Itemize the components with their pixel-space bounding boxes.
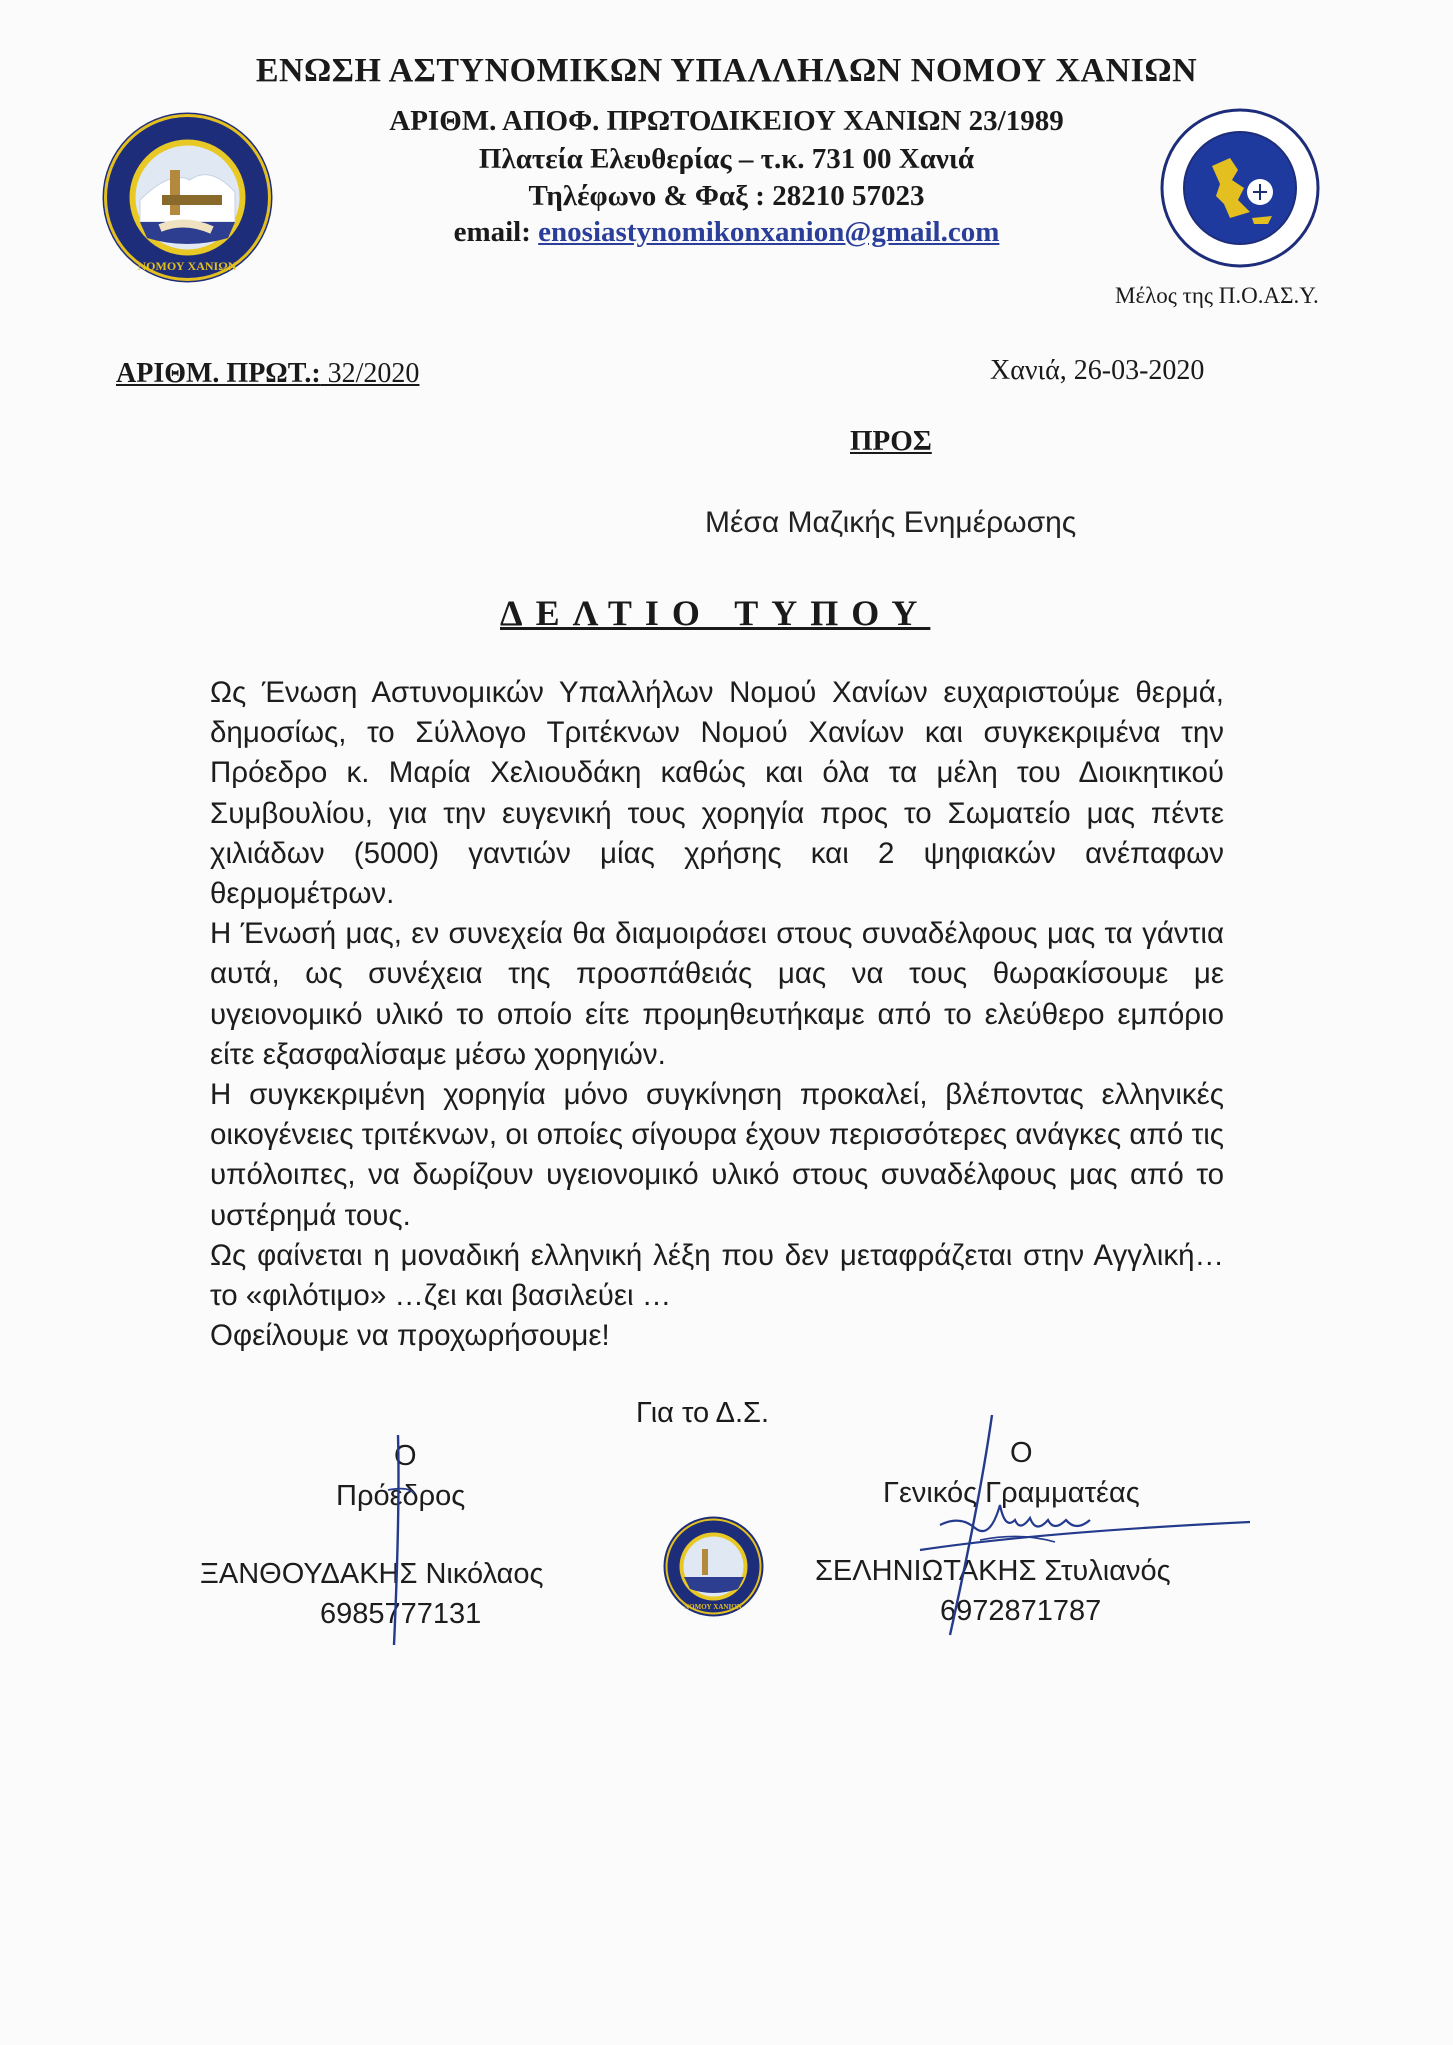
email-link[interactable]: enosiastynomikonxanion@gmail.com [538, 216, 1000, 248]
recipient-label: ΠΡΟΣ [850, 425, 932, 457]
union-stamp [662, 1515, 765, 1618]
secretary-signature [880, 1410, 1260, 1640]
organization-name: ΕΝΩΣΗ ΑΣΤΥΝΟΜΙΚΩΝ ΥΠΑΛΛΗΛΩΝ ΝΟΜΟΥ ΧΑΝΙΩΝ [255, 52, 1198, 89]
phone-line: Τηλέφωνο & Φαξ : 28210 57023 [528, 180, 925, 212]
protocol-number: ΑΡΙΘΜ. ΠΡΩΤ.: 32/2020 [116, 358, 420, 389]
paragraph: Ως Ένωση Αστυνομικών Υπαλλήλων Νομού Χανίων ευχαριστούμε θερμά, δημοσίως, το Σύλλογο Τριτέκνων Νομού Χανίων και συγκεκριμένα την Πρόεδρο κ. Μαρία Χελιουδάκη καθώς και όλα τα μέλη του Διοικητικού Συμβουλίου, για την ευγενική τους χορηγία προς το Σωματείο μας πέντε χιλιάδων (5000) γαντιών μίας χρήσης και 2 ψηφιακών ανέπαφων θερμομέτρων. [210, 676, 1224, 911]
president-signature [370, 1430, 440, 1650]
paragraph: Η συγκεκριμένη χορηγία μόνο συγκίνηση προκαλεί, βλέποντας ελληνικές οικογένειες τριτέκνων, οι οποίες σίγουρα έχουν περισσότερες ανάγκες από τις υπόλοιπες, να δωρίζουν υγειονομικό υλικό στους συναδέλφους μας από το υστέρημά τους. [210, 1078, 1224, 1232]
document-date: Χανιά, 26-03-2020 [990, 355, 1205, 386]
court-decision-line: ΑΡΙΘΜ. ΑΠΟΦ. ΠΡΩΤΟΔΙΚΕΙΟΥ ΧΑΝΙΩΝ 23/1989 [389, 105, 1064, 137]
secretary-name: ΣΕΛΗΝΙΩΤΑΚΗΣ Στυλιανός [815, 1555, 1171, 1587]
paragraph: Η Ένωσή μας, εν συνεχεία θα διαμοιράσει στους συναδέλφους μας τα γάντια αυτά, ως συνέχεια της προσπάθειάς μας να τους θωρακίσουμε με υγειονομικό υλικό το οποίο είτε προμηθευτήκαμε από το ελεύθερο εμπόριο είτε εξασφαλίσαμε μέσω χορηγιών. [210, 917, 1224, 1071]
closing-line: Για το Δ.Σ. [636, 1397, 770, 1429]
president-name: ΞΑΝΘΟΥΔΑΚΗΣ Νικόλαος [200, 1558, 544, 1590]
address-line: Πλατεία Ελευθερίας – τ.κ. 731 00 Χανιά [478, 143, 975, 175]
secretary-article: Ο [1010, 1437, 1033, 1469]
recipient-name: Μέσα Μαζικής Ενημέρωσης [705, 506, 1077, 539]
president-article: Ο [394, 1440, 417, 1472]
press-release-body [210, 673, 1224, 1356]
president-title: Πρόεδρος [336, 1480, 466, 1512]
svg-text:ΝΟΜΟΥ ΧΑΝΙΩΝ: ΝΟΜΟΥ ΧΑΝΙΩΝ [684, 1603, 742, 1611]
email-line: email: enosiastynomikonxanion@gmail.com [453, 216, 1000, 248]
member-of-label: Μέλος της Π.Ο.ΑΣ.Υ. [1115, 283, 1319, 308]
secretary-phone: 6972871787 [940, 1595, 1102, 1627]
secretary-title: Γενικός Γραμματέας [883, 1477, 1140, 1509]
svg-text:ΝΟΜΟΥ ΧΑΝΙΩΝ: ΝΟΜΟΥ ΧΑΝΙΩΝ [137, 259, 237, 273]
president-phone: 6985777131 [320, 1598, 482, 1630]
paragraph: Ως φαίνεται η μοναδική ελληνική λέξη που δεν μεταφράζεται στην Αγγλική… το «φιλότιμο» …ζει και βασιλεύει … [210, 1238, 1224, 1313]
paragraph: Οφείλουμε να προχωρήσουμε! [210, 1319, 610, 1353]
document-subject: ΔΕΛΤΙΟ ΤΥΠΟΥ [500, 593, 931, 633]
